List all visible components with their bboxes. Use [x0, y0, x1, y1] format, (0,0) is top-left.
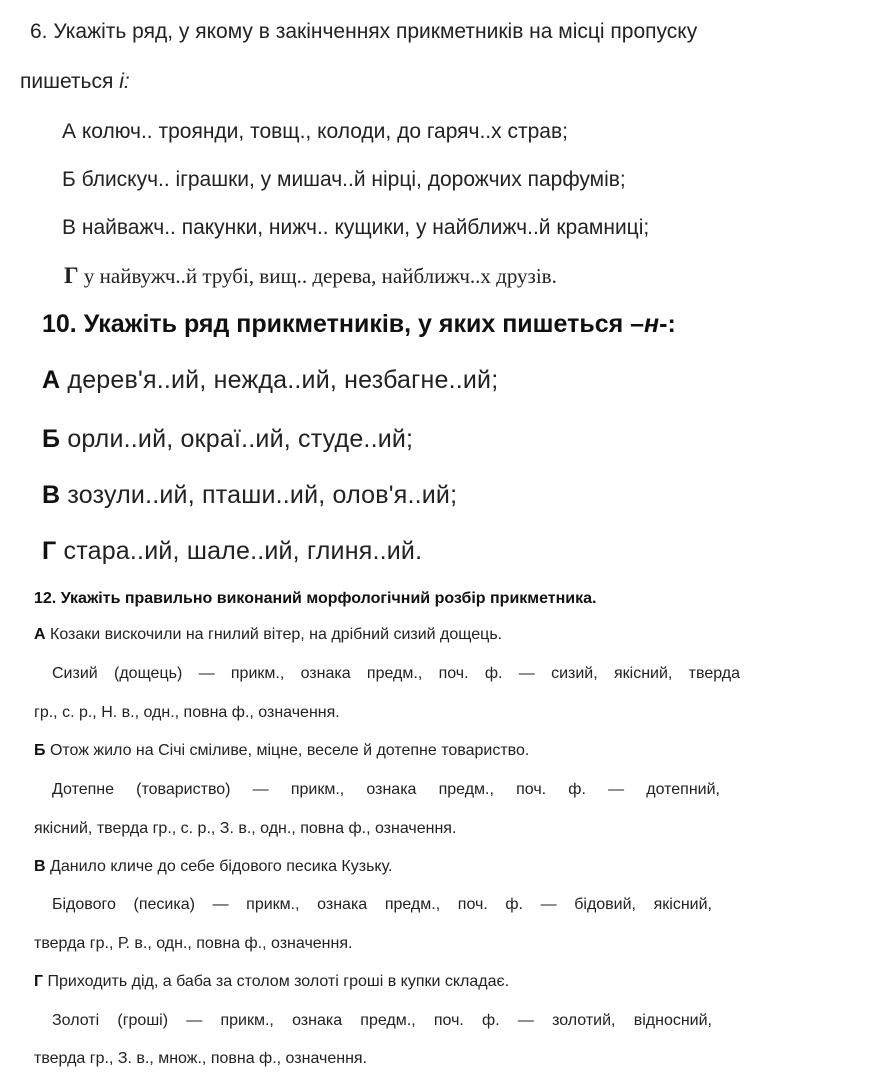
q10-option-g-letter: Г: [42, 537, 57, 565]
q10-option-v: [42, 481, 457, 510]
q12-item-b-text: Отож жило на Січі сміливе, міцне, веселе й дотепне товариство.: [45, 742, 530, 759]
q12-item-a-analysis-line1: Сизий (дощець) — прикм., ознака предм., поч. ф. — сизий, якісний, тверда: [52, 665, 740, 682]
q12-item-a-letter: А: [34, 626, 46, 643]
q6-option-g: [64, 263, 557, 289]
q10-title: [42, 310, 676, 339]
q12-item-g-analysis-line2: тверда гр., З. в., множ., повна ф., означення.: [34, 1050, 368, 1067]
q12-item-b-analysis-line2: якісний, тверда гр., с. р., З. в., одн., повна ф., означення.: [34, 820, 457, 837]
q10-title-suffix: -:: [659, 310, 676, 338]
q12-item-v-letter: В: [34, 858, 46, 875]
q6-option-a: А колюч.. троянди, товщ., колоди, до гаряч..х страв;: [62, 120, 568, 143]
q6-option-v: В найважч.. пакунки, нижч.. кущики, у найближч..й крамниці;: [62, 216, 650, 239]
q12-item-g-analysis-line1: Золоті (гроші) — прикм., ознака предм., поч. ф. — золотий, відносний,: [52, 1012, 712, 1029]
q10-option-g: [42, 537, 422, 566]
q10-title-letter: н: [644, 310, 660, 338]
q12-item-a-text: Козаки вискочили на гнилий вітер, на дрібний сизий дощець.: [45, 626, 503, 643]
q10-option-b-text: орли..ий, окраї..ий, студе..ий;: [60, 425, 414, 453]
q10-option-g-text: стара..ий, шале..ий, глиня..ий.: [56, 537, 423, 565]
q10-title-text: 10. Укажіть ряд прикметників, у яких пишеться –: [42, 310, 645, 338]
q6-option-b: Б блискуч.. іграшки, у мишач..й нірці, дорожчих парфумів;: [62, 168, 626, 191]
q10-option-v-letter: В: [42, 481, 61, 509]
q12-item-b-analysis-line1: Дотепне (товариство) — прикм., ознака предм., поч. ф. — дотепний,: [52, 781, 720, 798]
q10-option-v-text: зозули..ий, пташи..ий, олов'я..ий;: [60, 481, 458, 509]
q12-item-g-letter: Г: [34, 973, 44, 990]
q6-title-letter: і:: [119, 70, 130, 93]
q12-item-v-sentence: [34, 858, 392, 876]
q6-title-line1: 6. Укажіть ряд, у якому в закінченнях прикметників на місці пропуску: [30, 20, 698, 43]
q10-option-a-text: дерев'я..ий, нежда..ий, незбагне..ий;: [60, 366, 499, 394]
q6-title-line2: [20, 70, 130, 94]
q12-item-v-analysis-line1: Бідового (песика) — прикм., ознака предм., поч. ф. — бідовий, якісний,: [52, 896, 712, 913]
q10-option-b-letter: Б: [42, 425, 61, 453]
q12-item-v-analysis-line2: тверда гр., Р. в., одн., повна ф., означення.: [34, 935, 353, 952]
q12-item-g-text: Приходить дід, а баба за столом золоті гроші в купки складає.: [43, 973, 510, 990]
q10-option-a: [42, 366, 498, 395]
q12-item-b-sentence: [34, 742, 529, 760]
q12-item-a-analysis-line2: гр., с. р., Н. в., одн., повна ф., означення.: [34, 704, 340, 721]
q6-option-g-letter: Г: [64, 263, 79, 288]
q12-item-b-letter: Б: [34, 742, 46, 759]
q10-option-a-letter: А: [42, 366, 61, 394]
q12-item-a-sentence: [34, 626, 502, 644]
q12-title: 12. Укажіть правильно виконаний морфологічний розбір прикметника.: [34, 590, 597, 607]
q12-item-g-sentence: [34, 973, 509, 991]
q10-option-b: [42, 425, 413, 454]
q6-title-line2-text: пишеться: [20, 70, 120, 93]
q12-item-v-text: Данило кличе до себе бідового песика Кузьку.: [45, 858, 393, 875]
q6-option-g-text: у найвужч..й трубі, вищ.. дерева, найближч..х друзів.: [78, 264, 557, 288]
